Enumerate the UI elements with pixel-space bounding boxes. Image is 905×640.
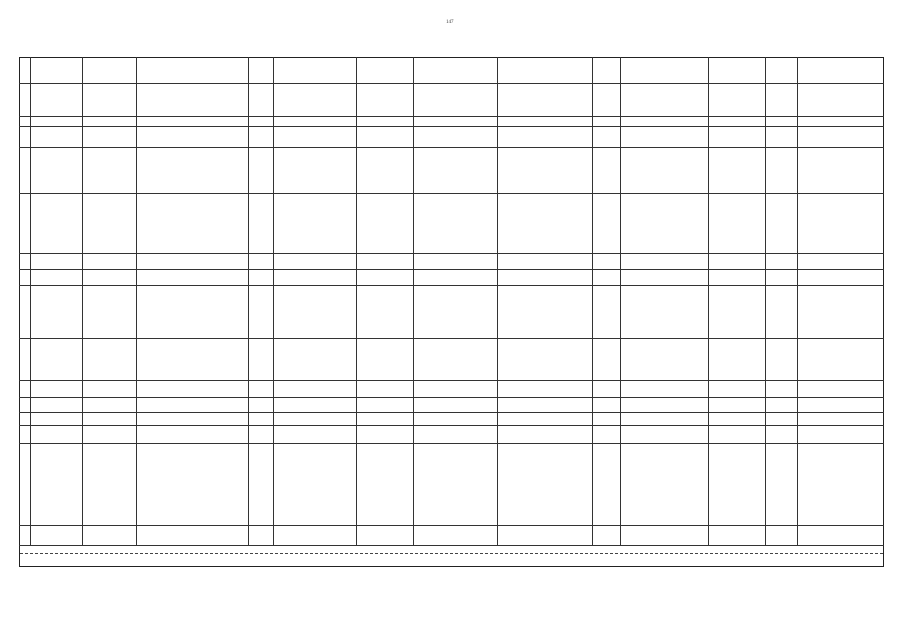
page-number: 147 (446, 20, 454, 25)
column-rule (30, 57, 31, 545)
row-rule (19, 147, 884, 148)
column-rule (797, 57, 798, 545)
column-rule (708, 57, 709, 545)
row-rule (19, 425, 884, 426)
column-rule (356, 57, 357, 545)
row-rule (19, 253, 884, 254)
row-rule (19, 525, 884, 526)
column-rule (413, 57, 414, 545)
column-rule (273, 57, 274, 545)
row-rule (19, 193, 884, 194)
column-rule (765, 57, 766, 545)
row-rule (19, 397, 884, 398)
row-rule (19, 545, 884, 546)
row-rule (19, 380, 884, 381)
header-rule-2 (19, 116, 884, 117)
section-divider (20, 553, 883, 554)
header-rule-3 (19, 126, 884, 127)
column-rule (82, 57, 83, 545)
row-rule (19, 338, 884, 339)
header-rule-1 (19, 83, 884, 84)
table-outer-border (19, 57, 884, 567)
column-rule (248, 57, 249, 545)
column-rule (620, 57, 621, 545)
column-rule (497, 57, 498, 545)
column-rule (592, 57, 593, 545)
row-rule (19, 412, 884, 413)
row-rule (19, 269, 884, 270)
row-rule (19, 285, 884, 286)
row-rule (19, 443, 884, 444)
column-rule (136, 57, 137, 545)
